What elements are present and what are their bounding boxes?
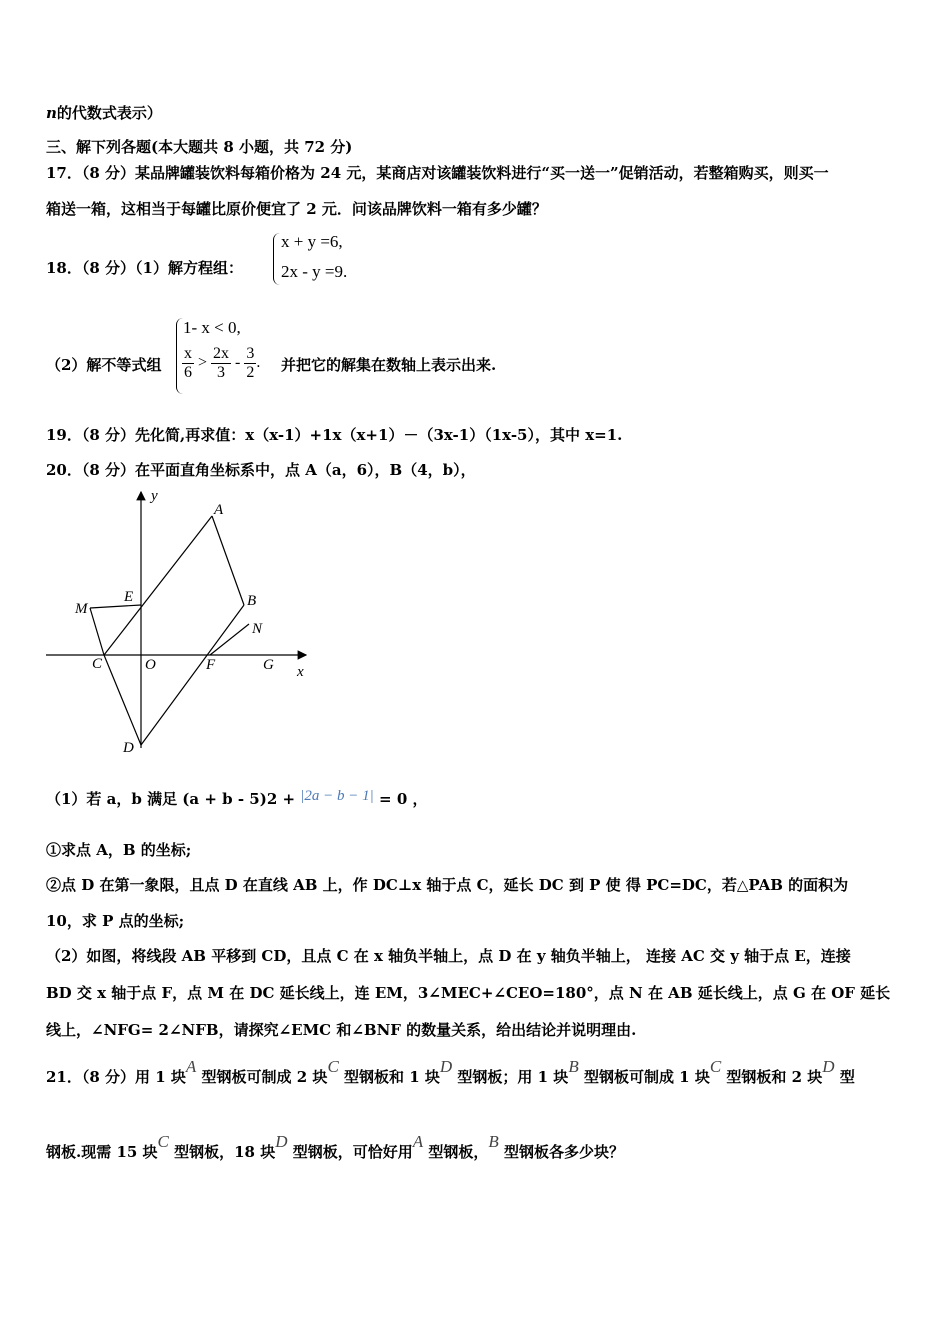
fraction: $\frac{3}{2}$ [246, 345, 255, 381]
text-fragment: 的代数式表示） [56, 104, 162, 122]
q21-line1: 21．（8 分）用 1 块A 型钢板可制成 2 块C 型钢板和 1 块D 型钢板；用 1 块B 型钢板可制成 1 块C 型钢板和 2 块D 型 [46, 1057, 855, 1086]
q18-part1-label: 18．（8 分）（1）解方程组： [46, 259, 243, 277]
segment-MC [90, 608, 104, 655]
label-O: O [145, 657, 156, 673]
variable-n: n [46, 104, 57, 122]
q20-sub2-line1: ②点 D 在第一象限，且点 D 在直线 AB 上，作 DC⊥x 轴于点 C，延长 DC 到 P 使 得 PC=DC，若△PAB 的面积为 [46, 876, 849, 894]
fraction: $\frac{2x}{3}$ [213, 345, 230, 381]
q17-line1: 17．（8 分）某品牌罐装饮料每箱价格为 24 元，某商店对该罐装饮料进行“买一送一”促销活动，若整箱购买，则买一 [46, 164, 829, 182]
q18-part2-tail: 并把它的解集在数轴上表示出来. [281, 356, 497, 374]
q18-part2-label: （2）解不等式组 [46, 356, 162, 374]
segment-AB [212, 516, 244, 605]
section-heading: 三、解下列各题(本大题共 8 小题，共 72 分) [46, 138, 353, 156]
segment-FN [210, 624, 249, 655]
q20-sub1: ①求点 A，B 的坐标; [46, 841, 192, 859]
segment-DB [141, 605, 244, 745]
q20-part2-line3: 线上，∠NFG= 2∠NFB，请探究∠EMC 和∠BNF 的数量关系，给出结论并说明理由. [46, 1021, 637, 1039]
q17-line2: 箱送一箱，这相当于每罐比原价便宜了 2 元．问该品牌饮料一箱有多少罐？ [46, 200, 547, 218]
label-D: D [123, 740, 134, 756]
label-M: M [75, 601, 88, 617]
label-B: B [247, 593, 257, 609]
label-N: N [252, 621, 263, 637]
q20-sub2-line2: 10，求 P 点的坐标; [46, 912, 185, 930]
label-C: C [92, 656, 103, 672]
q20-line: 20．（8 分）在平面直角坐标系中，点 A（a，6），B（4，b）， [46, 461, 476, 479]
label-F: F [206, 657, 216, 673]
system1-eq2: 2x - y =9. [281, 262, 348, 281]
label-A: A [214, 502, 224, 518]
label-y: y [151, 488, 158, 504]
q21-line2: 钢板.现需 15 块C 型钢板，18 块D 型钢板，可恰好用A 型钢板，B 型钢板各多少块？ [46, 1132, 625, 1161]
system2-eq1: 1- x < 0, [183, 318, 241, 337]
label-x: x [297, 664, 304, 680]
system1-eq1: x + y =6, [281, 232, 343, 251]
q20-part1: （1）若 a，b 满足 (a + b - 5)2 + |2a − b − 1| = 0 ， [46, 788, 428, 808]
segment-CD [104, 655, 141, 745]
coordinate-figure [40, 482, 320, 762]
segment-ME [90, 605, 141, 608]
text-line [46, 103, 162, 123]
fraction: $\frac{x}{6}$ [184, 345, 192, 381]
brace-icon [273, 233, 280, 285]
segment-CA [104, 516, 212, 655]
q19-line: 19．（8 分）先化简,再求值：x（x-1）+1x（x+1）－（3x-1）（1x-5），其中 x=1. [46, 426, 623, 444]
label-G: G [263, 657, 274, 673]
system2-eq2: $\frac{x}{6}$ > $\frac{2x}{3}$ - $\frac{3}{2}$ . [184, 345, 261, 381]
abs-expression: |2a − b − 1| [300, 788, 374, 804]
q20-part2-line1: （2）如图，将线段 AB 平移到 CD，且点 C 在 x 轴负半轴上，点 D 在 y 轴负半轴上， 连接 AC 交 y 轴于点 E，连接 [46, 947, 851, 965]
label-E: E [124, 589, 134, 605]
q20-part2-line2: BD 交 x 轴于点 F，点 M 在 DC 延长线上，连 EM，3∠MEC+∠CEO=180°，点 N 在 AB 延长线上，点 G 在 OF 延长 [46, 984, 891, 1002]
